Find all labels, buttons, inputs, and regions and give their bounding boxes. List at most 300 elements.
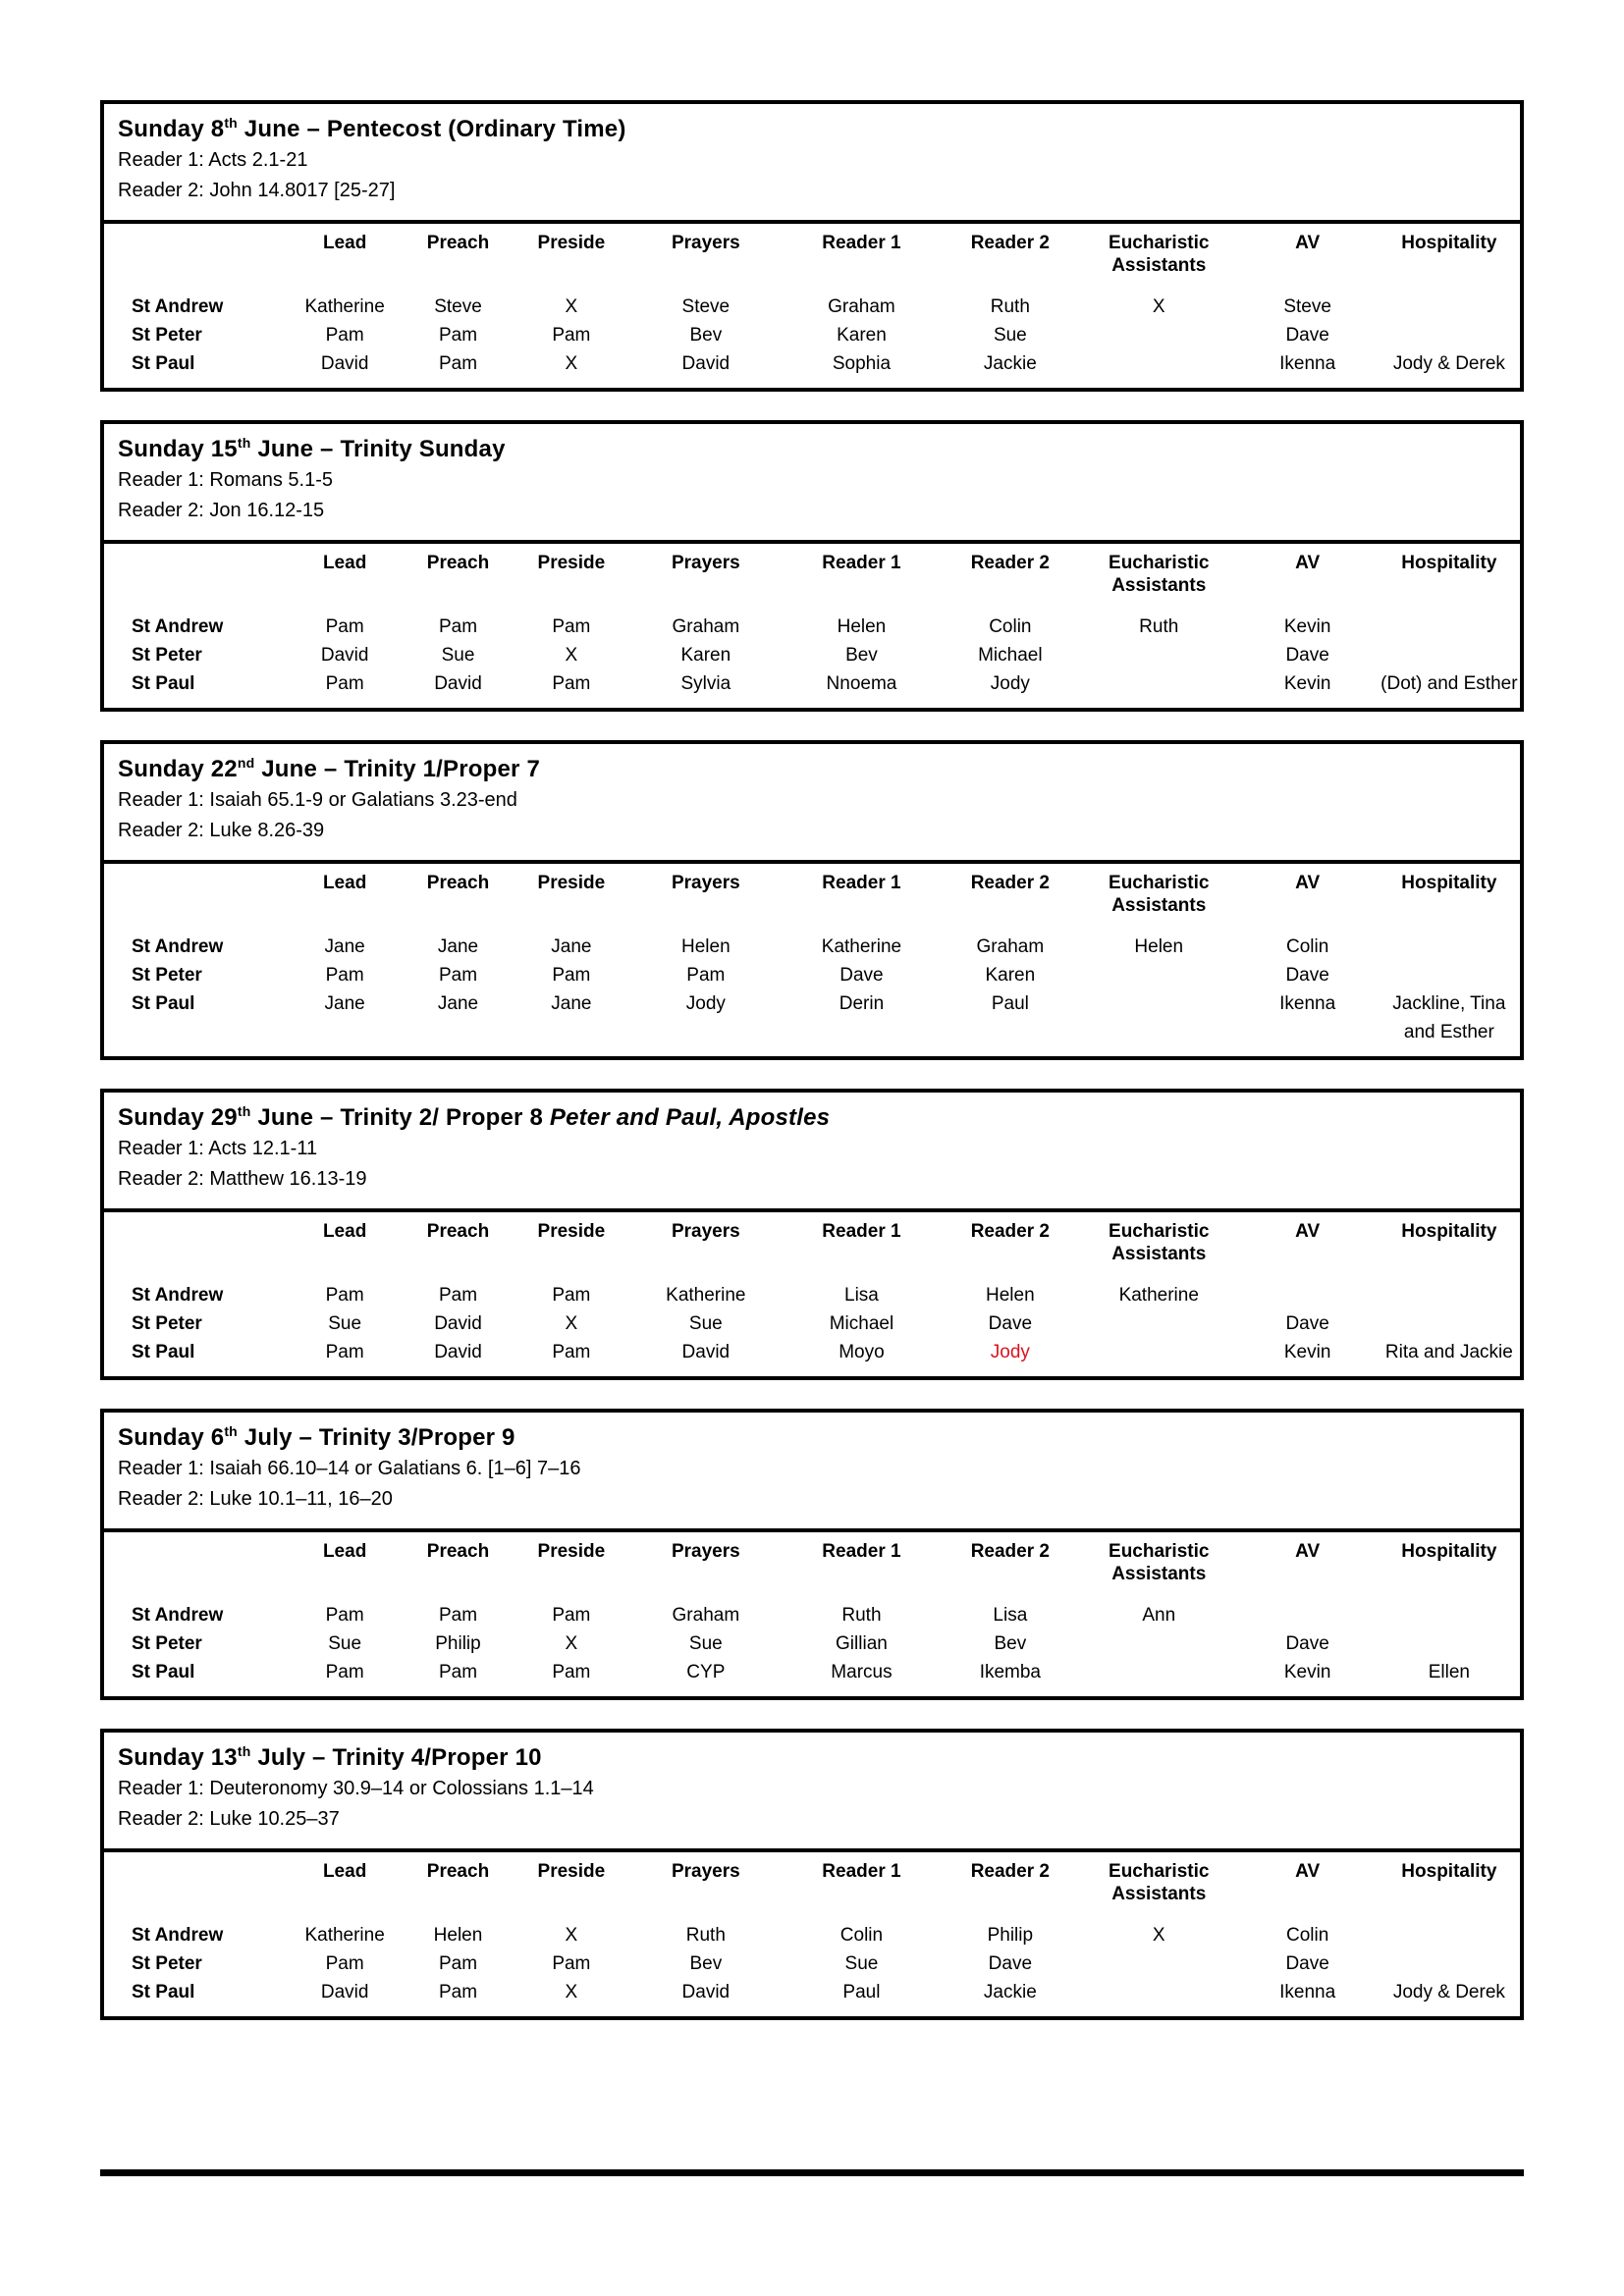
assignment-cell: Pam — [438, 1285, 478, 1306]
section-title-main: June – Trinity 2/ Proper 8 — [250, 1104, 550, 1131]
assignment-cell: Pam — [438, 616, 478, 637]
assignment-cell: X — [565, 1982, 578, 2002]
assignment-cell: Jane — [551, 993, 592, 1014]
column-header-av: AV — [1295, 233, 1321, 253]
rota-table — [104, 220, 1520, 388]
assignment-cell: David — [434, 1313, 482, 1334]
corner-cell — [104, 542, 288, 613]
assignment-cell — [1081, 1978, 1237, 2016]
header-row — [104, 222, 1520, 293]
assignment-cell: Pam — [552, 673, 591, 694]
column-header-reader2: Reader 2 — [970, 553, 1050, 573]
column-header-preach: Preach — [426, 233, 490, 253]
section-title — [118, 114, 1504, 145]
assignment-cell: Kevin — [1283, 1662, 1331, 1682]
assignment-cell — [1081, 989, 1237, 1056]
assignment-cell — [1379, 321, 1520, 349]
section-title — [118, 434, 1504, 465]
column-header-hospitality: Hospitality — [1401, 233, 1497, 253]
assignment-cell: Katherine — [304, 296, 385, 317]
section-title-ordinal: th — [224, 115, 238, 131]
assignment-cell: Jackline, Tina and Esther — [1392, 993, 1506, 1042]
assignment-cell: Pam — [686, 965, 726, 986]
section-title-date: Sunday 15 — [118, 436, 238, 462]
assignment-cell: David — [681, 1982, 731, 2002]
assignment-cell — [1081, 349, 1237, 388]
assignment-cell — [1379, 293, 1520, 321]
section-header — [104, 1733, 1520, 1848]
reader1-line: Reader 1: Deuteronomy 30.9–14 or Colossians 1.1–14 — [118, 1778, 594, 1799]
column-header-eucharistic-assistants: Eucharistic Assistants — [1109, 873, 1210, 916]
column-header-av: AV — [1295, 553, 1321, 573]
assignment-cell: Ruth — [1139, 616, 1179, 637]
assignment-cell: Pam — [552, 1605, 591, 1626]
column-header-lead: Lead — [322, 1541, 367, 1562]
bottom-rule — [100, 2169, 1524, 2176]
assignment-cell: Ruth — [990, 296, 1030, 317]
assignment-cell: David — [681, 1342, 731, 1362]
assignment-cell: Pam — [438, 1982, 478, 2002]
assignment-cell: Dave — [988, 1953, 1033, 1974]
assignment-cell: Pam — [438, 965, 478, 986]
row-label: St Andrew — [132, 936, 224, 957]
table-row-st-paul — [104, 669, 1520, 708]
column-header-prayers: Prayers — [671, 1861, 740, 1882]
section-title-main: July – Trinity 4/Proper 10 — [250, 1744, 542, 1771]
assignment-cell: Karen — [837, 325, 887, 346]
rota-table — [104, 1528, 1520, 1696]
assignment-cell: X — [565, 1925, 578, 1946]
assignment-cell: X — [565, 1633, 578, 1654]
assignment-cell: Ellen — [1428, 1662, 1470, 1682]
assignment-cell: Dave — [1285, 325, 1329, 346]
assignment-cell: Paul — [991, 993, 1029, 1014]
assignment-cell: Katherine — [666, 1285, 746, 1306]
column-header-preach: Preach — [426, 1541, 490, 1562]
assignment-cell: Pam — [438, 1953, 478, 1974]
assignment-cell: Pam — [552, 1285, 591, 1306]
assignment-cell: Sue — [328, 1633, 362, 1654]
column-header-reader1: Reader 1 — [822, 873, 901, 893]
column-header-prayers: Prayers — [671, 233, 740, 253]
assignment-cell: Sylvia — [680, 673, 731, 694]
column-header-hospitality: Hospitality — [1401, 1221, 1497, 1242]
row-label: St Peter — [132, 325, 202, 346]
row-label: St Peter — [132, 1313, 202, 1334]
section-title-ordinal: nd — [237, 755, 255, 771]
assignment-cell: David — [434, 1342, 482, 1362]
assignment-cell: Derin — [839, 993, 885, 1014]
assignment-cell: Pam — [438, 325, 478, 346]
assignment-cell: Helen — [837, 616, 887, 637]
assignment-cell: X — [1152, 1925, 1165, 1946]
assignment-cell — [1379, 961, 1520, 989]
assignment-cell: (Dot) and Esther — [1380, 673, 1518, 694]
assignment-cell — [1379, 1629, 1520, 1658]
section-title-date: Sunday 22 — [118, 756, 238, 782]
row-label: St Peter — [132, 645, 202, 666]
section-title-main: June – Pentecost (Ordinary Time) — [237, 116, 626, 142]
column-header-preside: Preside — [537, 1221, 606, 1242]
row-label: St Peter — [132, 1633, 202, 1654]
assignment-cell: Paul — [842, 1982, 881, 2002]
section-title — [118, 754, 1504, 785]
assignment-cell: Colin — [1285, 1925, 1329, 1946]
column-header-av: AV — [1295, 1221, 1321, 1242]
reader2-line: Reader 2: John 14.8017 [25-27] — [118, 180, 396, 201]
table-row-st-andrew — [104, 1921, 1520, 1949]
column-header-preside: Preside — [537, 1861, 606, 1882]
table-row-st-paul — [104, 1338, 1520, 1376]
rota-table — [104, 1208, 1520, 1376]
assignment-cell: Colin — [989, 616, 1032, 637]
assignment-cell: Sophia — [832, 353, 892, 374]
table-row-st-andrew — [104, 933, 1520, 961]
rota-document — [100, 100, 1524, 2176]
column-header-av: AV — [1295, 1861, 1321, 1882]
column-header-lead: Lead — [322, 1221, 367, 1242]
column-header-lead: Lead — [322, 233, 367, 253]
assignment-cell: Steve — [1283, 296, 1331, 317]
column-header-reader2: Reader 2 — [970, 233, 1050, 253]
reader2-line: Reader 2: Luke 10.1–11, 16–20 — [118, 1488, 393, 1510]
assignment-cell — [1379, 1921, 1520, 1949]
assignment-cell: Katherine — [1118, 1285, 1199, 1306]
assignment-cell: Pam — [325, 616, 364, 637]
assignment-cell: Dave — [1285, 1633, 1329, 1654]
column-header-prayers: Prayers — [671, 553, 740, 573]
assignment-cell: Pam — [438, 1662, 478, 1682]
table-row-st-peter — [104, 1949, 1520, 1978]
assignment-cell: Sue — [688, 1633, 723, 1654]
corner-cell — [104, 222, 288, 293]
assignment-cell: Jane — [437, 993, 479, 1014]
section-header — [104, 744, 1520, 860]
assignment-cell: Dave — [1285, 1953, 1329, 1974]
assignment-cell — [1237, 1601, 1379, 1629]
table-row-st-andrew — [104, 1281, 1520, 1309]
assignment-cell: Gillian — [836, 1633, 888, 1654]
rota-section — [100, 100, 1524, 392]
assignment-cell: Helen — [433, 1925, 483, 1946]
table-row-st-paul — [104, 349, 1520, 388]
assignment-cell: Steve — [434, 296, 482, 317]
assignment-cell: Katherine — [821, 936, 902, 957]
assignment-cell: David — [320, 645, 369, 666]
section-header — [104, 1093, 1520, 1208]
table-row-st-paul — [104, 989, 1520, 1056]
assignment-cell: Karen — [985, 965, 1036, 986]
column-header-preside: Preside — [537, 1541, 606, 1562]
reader2-line: Reader 2: Jon 16.12-15 — [118, 500, 325, 521]
column-header-reader1: Reader 1 — [822, 1861, 901, 1882]
assignment-cell: Nnoema — [826, 673, 897, 694]
assignment-cell: Pam — [552, 965, 591, 986]
assignment-cell: Ruth — [841, 1605, 882, 1626]
assignment-cell: Graham — [672, 1605, 740, 1626]
column-header-preside: Preside — [537, 553, 606, 573]
column-header-preside: Preside — [537, 873, 606, 893]
assignment-cell: X — [565, 296, 578, 317]
assignment-cell: Moyo — [839, 1342, 885, 1362]
assignment-cell: Jody — [990, 673, 1030, 694]
column-header-av: AV — [1295, 873, 1321, 893]
reader1-line: Reader 1: Acts 2.1-21 — [118, 149, 308, 171]
assignment-cell — [1379, 613, 1520, 641]
row-label: St Paul — [132, 993, 195, 1014]
assignment-cell — [1081, 669, 1237, 708]
assignment-cell: Helen — [681, 936, 731, 957]
assignment-cell: Ikemba — [979, 1662, 1041, 1682]
assignment-cell: Dave — [1285, 1313, 1329, 1334]
sections-container — [100, 100, 1524, 2020]
assignment-cell: Pam — [325, 965, 364, 986]
row-label: St Paul — [132, 1342, 195, 1362]
assignment-cell: Ikenna — [1279, 353, 1336, 374]
table-row-st-andrew — [104, 613, 1520, 641]
assignment-cell: Helen — [986, 1285, 1035, 1306]
corner-cell — [104, 1530, 288, 1601]
section-header — [104, 104, 1520, 220]
assignment-cell: Pam — [325, 1605, 364, 1626]
column-header-prayers: Prayers — [671, 873, 740, 893]
assignment-cell: Philip — [987, 1925, 1034, 1946]
assignment-cell: Dave — [1285, 645, 1329, 666]
assignment-cell: Pam — [552, 325, 591, 346]
header-row — [104, 542, 1520, 613]
corner-cell — [104, 1210, 288, 1281]
assignment-cell — [1081, 961, 1237, 989]
column-header-reader2: Reader 2 — [970, 1541, 1050, 1562]
assignment-cell: Jody — [990, 1342, 1030, 1362]
assignment-cell: Bev — [689, 1953, 723, 1974]
assignment-cell: Pam — [325, 673, 364, 694]
rota-section — [100, 1729, 1524, 2020]
reader1-line: Reader 1: Acts 12.1-11 — [118, 1138, 318, 1159]
reader1-line: Reader 1: Romans 5.1-5 — [118, 469, 334, 491]
header-row — [104, 1210, 1520, 1281]
assignment-cell — [1081, 1949, 1237, 1978]
assignment-cell — [1081, 321, 1237, 349]
section-title-ordinal: th — [237, 435, 251, 451]
section-title-date: Sunday 6 — [118, 1424, 225, 1451]
assignment-cell: Pam — [552, 1662, 591, 1682]
assignment-cell: Sue — [688, 1313, 723, 1334]
table-row-st-andrew — [104, 293, 1520, 321]
rota-table — [104, 1848, 1520, 2016]
assignment-cell: Sue — [993, 325, 1027, 346]
reader2-line: Reader 2: Luke 10.25–37 — [118, 1808, 340, 1830]
assignment-cell: Pam — [552, 1953, 591, 1974]
assignment-cell: X — [565, 645, 578, 666]
column-header-reader1: Reader 1 — [822, 1221, 901, 1242]
assignment-cell: Pam — [325, 325, 364, 346]
assignment-cell — [1379, 1949, 1520, 1978]
assignment-cell: Pam — [325, 1285, 364, 1306]
assignment-cell — [1237, 1281, 1379, 1309]
column-header-hospitality: Hospitality — [1401, 553, 1497, 573]
row-label: St Andrew — [132, 616, 224, 637]
assignment-cell: Kevin — [1283, 616, 1331, 637]
row-label: St Peter — [132, 965, 202, 986]
column-header-reader1: Reader 1 — [822, 1541, 901, 1562]
assignment-cell: X — [565, 1313, 578, 1334]
assignment-cell: Pam — [325, 1953, 364, 1974]
assignment-cell: Katherine — [304, 1925, 385, 1946]
corner-cell — [104, 1850, 288, 1921]
column-header-reader1: Reader 1 — [822, 233, 901, 253]
row-label: St Paul — [132, 1662, 195, 1682]
assignment-cell: Bev — [845, 645, 878, 666]
section-header — [104, 424, 1520, 540]
rota-section — [100, 1089, 1524, 1380]
table-row-st-peter — [104, 1309, 1520, 1338]
table-row-st-peter — [104, 641, 1520, 669]
assignment-cell: Graham — [976, 936, 1045, 957]
assignment-cell: Jody & Derek — [1392, 353, 1505, 374]
section-title-date: Sunday 29 — [118, 1104, 238, 1131]
assignment-cell — [1081, 1309, 1237, 1338]
assignment-cell — [1379, 1281, 1520, 1309]
reader2-line: Reader 2: Luke 8.26-39 — [118, 820, 325, 841]
assignment-cell — [1379, 933, 1520, 961]
assignment-cell: Ruth — [685, 1925, 726, 1946]
section-title-main: June – Trinity Sunday — [250, 436, 506, 462]
section-title-date: Sunday 8 — [118, 116, 225, 142]
row-label: St Andrew — [132, 296, 224, 317]
assignment-cell: Michael — [978, 645, 1043, 666]
reader1-line: Reader 1: Isaiah 65.1-9 or Galatians 3.23-end — [118, 789, 517, 811]
assignment-cell: Steve — [681, 296, 731, 317]
assignment-cell: Sue — [844, 1953, 879, 1974]
assignment-cell: Pam — [552, 616, 591, 637]
rota-section — [100, 1409, 1524, 1700]
column-header-lead: Lead — [322, 873, 367, 893]
assignment-cell: Ikenna — [1279, 1982, 1336, 2002]
assignment-cell: Jody — [685, 993, 726, 1014]
rota-section — [100, 740, 1524, 1060]
assignment-cell: Sue — [441, 645, 475, 666]
assignment-cell — [1379, 1309, 1520, 1338]
assignment-cell: Jane — [551, 936, 592, 957]
assignment-cell: Bev — [689, 325, 723, 346]
assignment-cell: Pam — [325, 1342, 364, 1362]
assignment-cell — [1081, 641, 1237, 669]
section-title — [118, 1422, 1504, 1454]
column-header-hospitality: Hospitality — [1401, 1861, 1497, 1882]
rota-table — [104, 540, 1520, 708]
assignment-cell — [1081, 1338, 1237, 1376]
assignment-cell: Ikenna — [1279, 993, 1336, 1014]
section-title-main: June – Trinity 1/Proper 7 — [254, 756, 541, 782]
corner-cell — [104, 862, 288, 933]
column-header-preach: Preach — [426, 1861, 490, 1882]
assignment-cell: Michael — [829, 1313, 894, 1334]
assignment-cell: Jane — [324, 993, 365, 1014]
assignment-cell: X — [1152, 296, 1165, 317]
section-title-italic: Peter and Paul, Apostles — [549, 1104, 831, 1131]
row-label: St Paul — [132, 1982, 195, 2002]
section-title-ordinal: th — [237, 1743, 251, 1759]
assignment-cell: Karen — [680, 645, 731, 666]
row-label: St Paul — [132, 353, 195, 374]
column-header-preach: Preach — [426, 553, 490, 573]
assignment-cell: Lisa — [844, 1285, 879, 1306]
assignment-cell: Pam — [438, 353, 478, 374]
reader1-line: Reader 1: Isaiah 66.10–14 or Galatians 6. [1–6] 7–16 — [118, 1458, 581, 1479]
section-title-date: Sunday 13 — [118, 1744, 238, 1771]
assignment-cell: Jackie — [983, 1982, 1037, 2002]
column-header-eucharistic-assistants: Eucharistic Assistants — [1109, 1221, 1210, 1264]
assignment-cell — [1379, 1601, 1520, 1629]
assignment-cell: Sue — [328, 1313, 362, 1334]
column-header-lead: Lead — [322, 553, 367, 573]
assignment-cell: Jody & Derek — [1392, 1982, 1505, 2002]
assignment-cell: Dave — [839, 965, 884, 986]
column-header-preach: Preach — [426, 873, 490, 893]
column-header-eucharistic-assistants: Eucharistic Assistants — [1109, 1861, 1210, 1904]
column-header-av: AV — [1295, 1541, 1321, 1562]
assignment-cell: Pam — [438, 1605, 478, 1626]
column-header-eucharistic-assistants: Eucharistic Assistants — [1109, 1541, 1210, 1584]
assignment-cell: Bev — [994, 1633, 1027, 1654]
row-label: St Andrew — [132, 1925, 224, 1946]
assignment-cell: Jane — [437, 936, 479, 957]
assignment-cell: David — [681, 353, 731, 374]
section-title-ordinal: th — [224, 1423, 238, 1439]
column-header-preside: Preside — [537, 233, 606, 253]
table-row-st-peter — [104, 961, 1520, 989]
assignment-cell: Graham — [672, 616, 740, 637]
header-row — [104, 1850, 1520, 1921]
assignment-cell: Colin — [839, 1925, 884, 1946]
column-header-prayers: Prayers — [671, 1221, 740, 1242]
assignment-cell: CYP — [686, 1662, 726, 1682]
assignment-cell: Jane — [324, 936, 365, 957]
assignment-cell: Dave — [1285, 965, 1329, 986]
column-header-reader1: Reader 1 — [822, 553, 901, 573]
column-header-reader2: Reader 2 — [970, 1861, 1050, 1882]
assignment-cell: David — [434, 673, 482, 694]
assignment-cell: Marcus — [831, 1662, 893, 1682]
assignment-cell: Pam — [325, 1662, 364, 1682]
column-header-hospitality: Hospitality — [1401, 873, 1497, 893]
table-row-st-peter — [104, 321, 1520, 349]
section-header — [104, 1413, 1520, 1528]
column-header-hospitality: Hospitality — [1401, 1541, 1497, 1562]
assignment-cell: Jackie — [983, 353, 1037, 374]
column-header-preach: Preach — [426, 1221, 490, 1242]
assignment-cell — [1081, 1629, 1237, 1658]
column-header-eucharistic-assistants: Eucharistic Assistants — [1109, 553, 1210, 596]
table-row-st-peter — [104, 1629, 1520, 1658]
rota-section — [100, 420, 1524, 712]
assignment-cell: Colin — [1285, 936, 1329, 957]
assignment-cell — [1379, 641, 1520, 669]
section-title — [118, 1742, 1504, 1774]
column-header-reader2: Reader 2 — [970, 1221, 1050, 1242]
table-row-st-andrew — [104, 1601, 1520, 1629]
row-label: St Peter — [132, 1953, 202, 1974]
assignment-cell: Kevin — [1283, 1342, 1331, 1362]
row-label: St Paul — [132, 673, 195, 694]
assignment-cell: Dave — [988, 1313, 1033, 1334]
header-row — [104, 862, 1520, 933]
assignment-cell: Ann — [1142, 1605, 1176, 1626]
assignment-cell: David — [320, 353, 369, 374]
row-label: St Andrew — [132, 1285, 224, 1306]
assignment-cell: X — [565, 353, 578, 374]
